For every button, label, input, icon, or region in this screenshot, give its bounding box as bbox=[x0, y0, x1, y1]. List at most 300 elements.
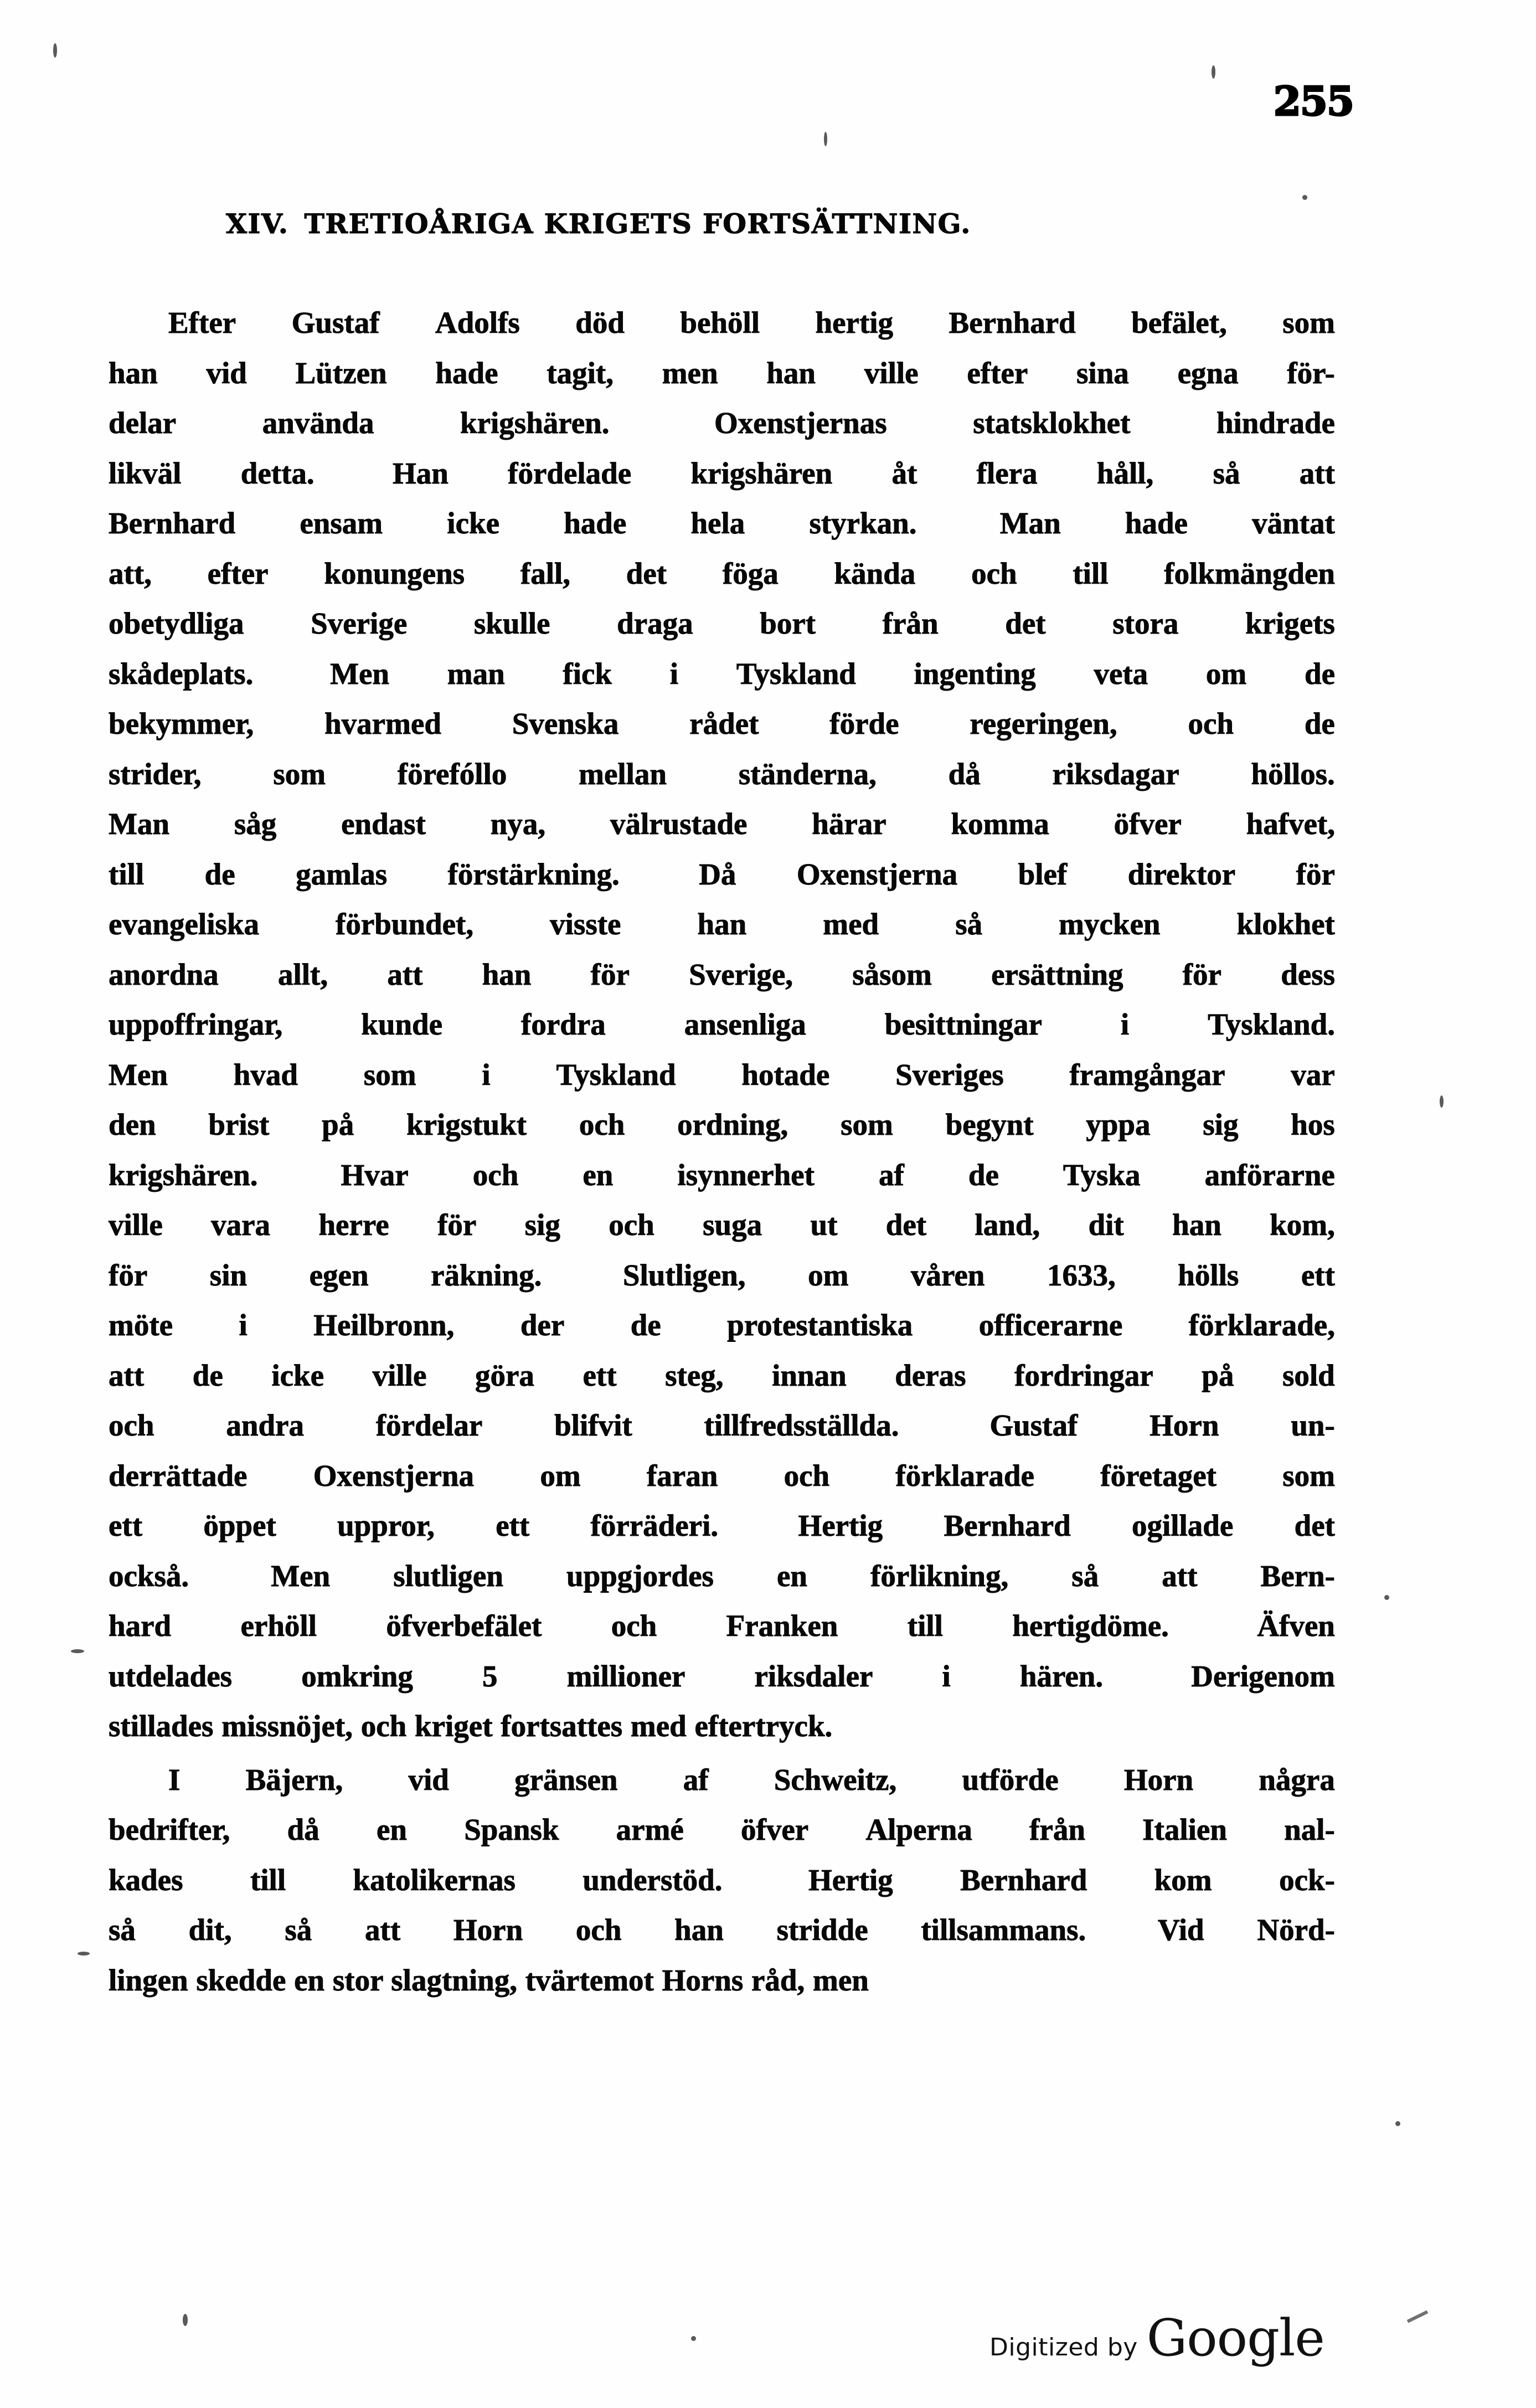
word-space bbox=[935, 1401, 953, 1451]
word: fördelade bbox=[508, 456, 632, 490]
word: Gustaf bbox=[989, 1408, 1078, 1442]
scan-speck bbox=[691, 2336, 696, 2341]
word: Då bbox=[699, 857, 736, 891]
word: millioner bbox=[566, 1659, 685, 1693]
word: Lützen bbox=[295, 356, 387, 390]
text-line: stillades missnöjet, och kriget fortsattes med eftertryck. bbox=[109, 1709, 833, 1743]
word: Horn bbox=[1123, 1762, 1194, 1797]
word-space bbox=[749, 1501, 767, 1551]
word: anordna bbox=[109, 957, 219, 991]
word: ut bbox=[810, 1208, 838, 1242]
word: de bbox=[630, 1308, 661, 1342]
word: Gustaf bbox=[291, 306, 380, 339]
word: dit, bbox=[188, 1913, 232, 1947]
word: ogillade bbox=[1131, 1509, 1234, 1542]
word: att bbox=[1299, 456, 1335, 490]
word: åt bbox=[891, 456, 918, 490]
word: då bbox=[287, 1813, 319, 1846]
word: endast bbox=[341, 807, 426, 841]
word: hotade bbox=[741, 1057, 830, 1092]
paragraph bbox=[109, 1755, 1335, 2006]
word: till bbox=[109, 857, 145, 891]
word: krigshären bbox=[690, 456, 833, 490]
word: tillfredsställda. bbox=[704, 1408, 899, 1442]
word-space bbox=[756, 1855, 775, 1906]
word: Man bbox=[109, 807, 169, 841]
word: för bbox=[1296, 857, 1335, 891]
text-line bbox=[109, 1050, 1335, 1100]
word: direktor bbox=[1127, 857, 1236, 891]
word: han bbox=[697, 907, 747, 941]
word: allt, bbox=[277, 957, 328, 991]
word: gränsen bbox=[514, 1762, 618, 1797]
word: deras bbox=[895, 1358, 966, 1392]
word: efter bbox=[967, 356, 1028, 390]
word: och bbox=[579, 1108, 625, 1141]
word: visste bbox=[550, 907, 621, 941]
word: behöll bbox=[680, 306, 760, 339]
word: om bbox=[1205, 656, 1247, 691]
word: att bbox=[387, 957, 423, 991]
word: ett bbox=[109, 1509, 143, 1542]
word: öppet bbox=[203, 1509, 276, 1542]
word: öfver bbox=[741, 1813, 809, 1846]
word: Bernhard bbox=[944, 1509, 1071, 1542]
word: understöd. bbox=[583, 1862, 723, 1897]
word: som bbox=[363, 1057, 416, 1092]
text-line bbox=[109, 1755, 1335, 1805]
word: un- bbox=[1291, 1408, 1335, 1442]
word: med bbox=[823, 907, 879, 941]
word: slutligen bbox=[393, 1558, 503, 1593]
word: Hertig bbox=[798, 1509, 883, 1542]
word: ett bbox=[496, 1509, 530, 1542]
word: strider, bbox=[109, 757, 202, 791]
word: var bbox=[1291, 1057, 1335, 1092]
word: som bbox=[1282, 306, 1335, 339]
word: fördelar bbox=[375, 1408, 483, 1442]
text-line bbox=[109, 298, 1335, 348]
word: kades bbox=[109, 1862, 183, 1897]
word-space bbox=[650, 850, 668, 900]
word: för bbox=[109, 1258, 148, 1292]
word: en bbox=[777, 1558, 808, 1593]
word: utdelades bbox=[109, 1659, 233, 1693]
word: Tyskland bbox=[736, 656, 856, 691]
word: gamlas bbox=[296, 857, 388, 891]
word: stridde bbox=[776, 1913, 868, 1947]
word: isynnerhet bbox=[677, 1157, 815, 1192]
text-line bbox=[109, 1805, 1335, 1855]
word: Bern- bbox=[1260, 1558, 1335, 1593]
word: och bbox=[472, 1157, 519, 1192]
body-text bbox=[109, 298, 1335, 2005]
word: för bbox=[590, 957, 630, 991]
word: 1633, bbox=[1047, 1258, 1116, 1292]
word: hvarmed bbox=[324, 707, 441, 740]
word: förlikning, bbox=[870, 1558, 1009, 1593]
word: hertig bbox=[815, 306, 894, 339]
word: stora bbox=[1112, 606, 1179, 640]
word: Alperna bbox=[865, 1813, 972, 1846]
word: krigshären. bbox=[460, 406, 610, 440]
word: styrkan. bbox=[809, 506, 917, 540]
word: i bbox=[482, 1057, 491, 1092]
text-line bbox=[109, 1351, 1335, 1401]
word: en bbox=[583, 1157, 614, 1192]
word: hindrade bbox=[1216, 406, 1335, 440]
word: krigstukt bbox=[406, 1108, 527, 1141]
word: använda bbox=[262, 406, 374, 440]
word: förklarade bbox=[895, 1458, 1034, 1493]
word: uppgjordes bbox=[566, 1558, 714, 1593]
word: hertigdöme. bbox=[1012, 1609, 1169, 1643]
word: de bbox=[968, 1157, 999, 1192]
word: blef bbox=[1018, 857, 1068, 891]
text-line bbox=[109, 699, 1335, 749]
scan-speck bbox=[1440, 1095, 1444, 1108]
word: kom bbox=[1154, 1862, 1212, 1897]
word: I bbox=[168, 1762, 181, 1797]
text-line bbox=[109, 599, 1335, 649]
word: dit bbox=[1088, 1208, 1124, 1242]
word: erhöll bbox=[240, 1609, 317, 1643]
chapter-title: TRETIOÅRIGA KRIGETS FORTSÄTTNING. bbox=[304, 208, 971, 240]
word: till bbox=[1073, 556, 1109, 590]
scan-speck bbox=[183, 2314, 188, 2326]
word: hvad bbox=[233, 1057, 298, 1092]
word: hade bbox=[564, 506, 627, 540]
word: Vid bbox=[1158, 1913, 1204, 1947]
word: ansenliga bbox=[684, 1007, 806, 1041]
word: begynt bbox=[945, 1108, 1034, 1141]
text-line: lingen skedde en stor slagtning, tvärtemot Horns råd, men bbox=[109, 1963, 869, 1997]
word: Slutligen, bbox=[622, 1258, 746, 1292]
text-line bbox=[109, 1551, 1335, 1602]
text-line bbox=[109, 1300, 1335, 1351]
word: som bbox=[841, 1108, 893, 1141]
paragraph bbox=[109, 298, 1335, 1752]
word: veta bbox=[1094, 656, 1148, 691]
word: obetydliga bbox=[109, 606, 244, 640]
word: icke bbox=[271, 1358, 324, 1392]
text-line bbox=[109, 1451, 1335, 1501]
word: af bbox=[878, 1157, 904, 1192]
word: förefóllo bbox=[397, 757, 507, 791]
word: att bbox=[1162, 1558, 1198, 1593]
text-line bbox=[109, 1401, 1335, 1451]
word: Heilbronn, bbox=[313, 1308, 455, 1342]
scan-speck bbox=[78, 1952, 90, 1956]
word: ingenting bbox=[914, 656, 1036, 691]
word: förklarade, bbox=[1188, 1308, 1335, 1342]
word: förstärkning. bbox=[447, 857, 620, 891]
word: möte bbox=[109, 1308, 173, 1342]
word: suga bbox=[703, 1208, 762, 1242]
word: hölls bbox=[1178, 1258, 1239, 1292]
word: sina bbox=[1076, 356, 1129, 390]
word: våren bbox=[910, 1258, 985, 1292]
word: och bbox=[784, 1458, 830, 1493]
word: flera bbox=[976, 456, 1038, 490]
word: fordra bbox=[521, 1007, 606, 1041]
word: till bbox=[250, 1862, 286, 1897]
chapter-heading bbox=[226, 208, 971, 240]
word: och bbox=[609, 1208, 654, 1242]
text-line bbox=[109, 649, 1335, 699]
word: Svenska bbox=[512, 707, 619, 740]
word: bekymmer, bbox=[109, 707, 254, 740]
word: sin bbox=[209, 1258, 248, 1292]
word: sold bbox=[1282, 1358, 1335, 1392]
word: riksdaler bbox=[754, 1659, 873, 1693]
word: hela bbox=[690, 506, 745, 540]
word: besittningar bbox=[884, 1007, 1042, 1041]
word: sig bbox=[1203, 1108, 1239, 1141]
word: Tyskland bbox=[556, 1057, 676, 1092]
word: riksdagar bbox=[1052, 757, 1179, 791]
word: öfverbefälet bbox=[386, 1609, 542, 1643]
word: Sveriges bbox=[895, 1057, 1004, 1092]
word: af bbox=[683, 1762, 709, 1797]
word: han bbox=[109, 356, 158, 390]
word: tagit, bbox=[547, 356, 614, 390]
word: till bbox=[907, 1609, 943, 1643]
word: nya, bbox=[490, 807, 546, 841]
word: Man bbox=[999, 506, 1061, 540]
word: uppror, bbox=[337, 1509, 435, 1542]
word: rådet bbox=[689, 707, 759, 740]
word: brist bbox=[208, 1108, 270, 1141]
text-line bbox=[109, 899, 1335, 950]
word: befälet, bbox=[1131, 306, 1227, 339]
digitized-by-label: Digitized by bbox=[989, 2333, 1138, 2361]
word: framgångar bbox=[1069, 1057, 1225, 1092]
word-space bbox=[220, 1551, 239, 1602]
word: att bbox=[109, 1358, 145, 1392]
word: ock- bbox=[1279, 1862, 1335, 1897]
scan-speck bbox=[1302, 195, 1307, 200]
text-line bbox=[109, 449, 1335, 499]
word-space bbox=[290, 1150, 308, 1201]
text-line bbox=[109, 1150, 1335, 1201]
word: skådeplats. bbox=[109, 656, 254, 691]
word: Horn bbox=[1150, 1408, 1219, 1442]
word: tillsammans. bbox=[921, 1913, 1086, 1947]
word: utförde bbox=[962, 1762, 1059, 1797]
word: för- bbox=[1287, 356, 1335, 390]
word: från bbox=[882, 606, 939, 640]
text-line bbox=[109, 1905, 1335, 1956]
word: att, bbox=[109, 556, 152, 590]
word: föga bbox=[722, 556, 779, 590]
word: innan bbox=[772, 1358, 847, 1392]
text-line bbox=[109, 1855, 1335, 1906]
text-line bbox=[109, 950, 1335, 1000]
word: nal- bbox=[1284, 1813, 1335, 1846]
word-space bbox=[1138, 1651, 1157, 1702]
word: hos bbox=[1291, 1108, 1335, 1141]
word: förbundet, bbox=[336, 907, 474, 941]
word: krigshären. bbox=[109, 1157, 258, 1192]
word: vid bbox=[408, 1762, 449, 1797]
word: konungens bbox=[324, 556, 465, 590]
word: så bbox=[1071, 1558, 1099, 1593]
text-line bbox=[109, 1651, 1335, 1702]
word: Franken bbox=[726, 1609, 838, 1643]
word: en bbox=[376, 1813, 407, 1846]
word: draga bbox=[617, 606, 693, 640]
word: räkning. bbox=[431, 1258, 542, 1292]
word: Hertig bbox=[808, 1862, 893, 1897]
word: företaget bbox=[1100, 1458, 1217, 1493]
word: han bbox=[766, 356, 816, 390]
word: ersättning bbox=[991, 957, 1123, 991]
word: och bbox=[575, 1913, 622, 1947]
word: det bbox=[1294, 1509, 1335, 1542]
digitization-watermark bbox=[989, 2308, 1324, 2368]
word: de bbox=[1305, 656, 1335, 691]
word: förde bbox=[829, 707, 899, 740]
scan-speck bbox=[1384, 1595, 1389, 1600]
word: man bbox=[447, 656, 505, 691]
text-line bbox=[109, 1000, 1335, 1050]
word: det bbox=[1005, 606, 1046, 640]
word: för bbox=[1182, 957, 1221, 991]
word: Spansk bbox=[464, 1813, 559, 1846]
word: Tyska bbox=[1063, 1157, 1141, 1192]
word: Men bbox=[271, 1558, 331, 1593]
word: kunde bbox=[361, 1007, 443, 1041]
word: höllos. bbox=[1251, 757, 1335, 791]
word: ständerna, bbox=[738, 757, 877, 791]
word: som bbox=[1282, 1458, 1335, 1493]
word: kända bbox=[834, 556, 916, 590]
word: så bbox=[955, 907, 983, 941]
word: de bbox=[204, 857, 235, 891]
word: Oxenstjernas bbox=[714, 406, 887, 440]
word: men bbox=[662, 356, 718, 390]
scan-speck bbox=[824, 132, 827, 146]
word: död bbox=[575, 306, 625, 339]
word-space bbox=[573, 1251, 592, 1301]
word: detta. bbox=[240, 456, 315, 490]
word: det bbox=[885, 1208, 927, 1242]
word: att bbox=[365, 1913, 401, 1947]
word: komma bbox=[951, 807, 1049, 841]
word: steg, bbox=[665, 1358, 724, 1392]
text-line bbox=[109, 348, 1335, 399]
word: Men bbox=[109, 1057, 168, 1092]
word: Efter bbox=[168, 306, 236, 339]
word: ville bbox=[372, 1358, 427, 1392]
text-line bbox=[109, 498, 1335, 549]
word: Bäjern, bbox=[245, 1762, 343, 1797]
word: hade bbox=[1125, 506, 1188, 540]
word: blifvit bbox=[554, 1408, 632, 1442]
text-line bbox=[109, 1601, 1335, 1651]
word: officerarne bbox=[978, 1308, 1123, 1342]
word: omkring bbox=[301, 1659, 413, 1693]
word: protestantiska bbox=[727, 1308, 913, 1342]
text-line bbox=[109, 749, 1335, 800]
word: andra bbox=[226, 1408, 304, 1442]
word: Sverige, bbox=[689, 957, 793, 991]
word: vid bbox=[206, 356, 247, 390]
text-line bbox=[109, 850, 1335, 900]
word: Bernhard bbox=[960, 1862, 1087, 1897]
word: de bbox=[1304, 707, 1335, 740]
word: också. bbox=[109, 1558, 189, 1593]
word: och bbox=[611, 1609, 657, 1643]
word: ville bbox=[109, 1208, 163, 1242]
scan-tick bbox=[1407, 2311, 1429, 2323]
word: hafvet, bbox=[1246, 807, 1335, 841]
word: Derigenom bbox=[1191, 1659, 1335, 1693]
word: välrustade bbox=[610, 807, 748, 841]
word: regeringen, bbox=[970, 707, 1117, 740]
word: håll, bbox=[1096, 456, 1154, 490]
word: han bbox=[482, 957, 532, 991]
word: Schweitz, bbox=[774, 1762, 897, 1797]
word: Han bbox=[392, 456, 449, 490]
word: dess bbox=[1281, 957, 1335, 991]
word: de bbox=[192, 1358, 223, 1392]
word: så bbox=[109, 1913, 136, 1947]
text-line bbox=[109, 1200, 1335, 1251]
word: der bbox=[520, 1308, 565, 1342]
word-space bbox=[652, 398, 671, 449]
word: egen bbox=[309, 1258, 369, 1292]
scan-speck bbox=[71, 1649, 84, 1653]
word: förräderi. bbox=[590, 1509, 719, 1542]
text-line bbox=[109, 1251, 1335, 1301]
word: efter bbox=[207, 556, 269, 590]
word: skulle bbox=[473, 606, 550, 640]
word: statsklokhet bbox=[973, 406, 1131, 440]
word: kom, bbox=[1270, 1208, 1335, 1242]
word: katolikernas bbox=[353, 1862, 516, 1897]
word: då bbox=[948, 757, 981, 791]
word: som bbox=[273, 757, 326, 791]
word: krigets bbox=[1245, 606, 1335, 640]
word: på bbox=[1202, 1358, 1234, 1392]
word: Tyskland. bbox=[1208, 1007, 1335, 1041]
word: på bbox=[322, 1108, 354, 1141]
text-line bbox=[109, 549, 1335, 599]
word: fordringar bbox=[1014, 1358, 1153, 1392]
word: Hvar bbox=[341, 1157, 409, 1192]
word: hard bbox=[109, 1609, 172, 1643]
word: bedrifter, bbox=[109, 1813, 230, 1846]
word: armé bbox=[616, 1813, 684, 1846]
scan-speck bbox=[53, 43, 57, 58]
word: delar bbox=[109, 406, 177, 440]
word: egna bbox=[1177, 356, 1239, 390]
word: och bbox=[109, 1408, 154, 1442]
text-line bbox=[109, 1100, 1335, 1150]
word: icke bbox=[447, 506, 499, 540]
chapter-numeral: XIV. bbox=[226, 208, 289, 240]
word: från bbox=[1029, 1813, 1085, 1846]
word: göra bbox=[475, 1358, 534, 1392]
word: fick bbox=[563, 656, 612, 691]
scan-speck bbox=[1395, 2121, 1400, 2126]
page-number: 255 bbox=[1273, 78, 1353, 125]
google-wordmark: Google bbox=[1146, 2308, 1324, 2368]
word: om bbox=[808, 1258, 849, 1292]
word: Italien bbox=[1142, 1813, 1227, 1846]
